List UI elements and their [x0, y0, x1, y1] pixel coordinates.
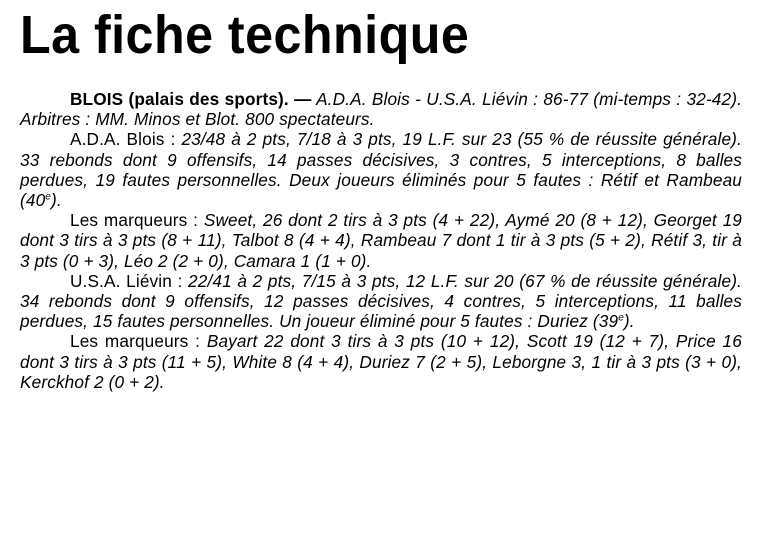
team1-name: A.D.A. Blois :	[70, 129, 176, 150]
team2-stats-sup: e	[618, 312, 624, 324]
team1-stats-paragraph	[20, 129, 742, 210]
team2-stats-text: 22/41 à 2 pts, 7/15 à 3 pts, 12 L.F. sur 20 (67 % de réussite générale). 34 rebonds dont 9 offensifs, 12 passes décisives, 4 contres, 5 interceptions, 11 balles perdues, 15 fautes personnelles. Un joueur éliminé pour 5 fautes : Duriez (39	[20, 270, 742, 332]
team2-name: U.S.A. Liévin :	[70, 270, 183, 291]
team1-scorers-paragraph	[20, 210, 742, 271]
team2-scorers-label: Les marqueurs :	[70, 331, 201, 352]
team2-scorers-paragraph	[20, 331, 742, 392]
match-summary: A.D.A. Blois - U.S.A. Liévin : 86-77 (mi-temps : 32-42). Arbitres : MM. Minos et Blot. 800 spectateurs.	[20, 89, 742, 130]
team1-stats-sup: e	[45, 191, 52, 203]
team1-scorers-label: Les marqueurs :	[70, 210, 199, 231]
team1-stats-text: 23/48 à 2 pts, 7/18 à 3 pts, 19 L.F. sur 23 (55 % de réussite générale). 33 rebonds dont 9 offensifs, 14 passes décisives, 3 contres, 5 interceptions, 8 balles perdues, 19 fautes personnelles. Deux joueurs éliminés pour 5 fautes : Rétif et Rambeau (40	[20, 129, 742, 211]
match-location: BLOIS (palais des sports). —	[70, 89, 312, 109]
page-title: La fiche technique	[20, 5, 470, 65]
team2-scorers-text: Bayart 22 dont 3 tirs à 3 pts (10 + 12), Scott 19 (12 + 7), Price 16 dont 3 tirs à 3 pts (11 + 5), White 8 (4 + 4), Duriez 7 (2 + 5), Leborgne 3, 1 tir à 3 pts (3 + 0), Kerckhof 2 (0 + 2).	[20, 331, 742, 392]
team1-stats-end: ).	[51, 190, 62, 211]
team2-stats-end: ).	[623, 311, 635, 332]
team1-scorers-text: Sweet, 26 dont 2 tirs à 3 pts (4 + 22), Aymé 20 (8 + 12), Georget 19 dont 3 tirs à 3 pts (8 + 11), Talbot 8 (4 + 4), Rambeau 7 dont 1 tir à 3 pts (5 + 2), Rétif 3, tir à 3 pts (0 + 3), Léo 2 (2 + 0), Camara 1 (1 + 0).	[20, 210, 742, 271]
article-body	[20, 89, 742, 392]
match-intro-paragraph	[20, 89, 742, 129]
team2-stats-paragraph	[20, 271, 742, 332]
